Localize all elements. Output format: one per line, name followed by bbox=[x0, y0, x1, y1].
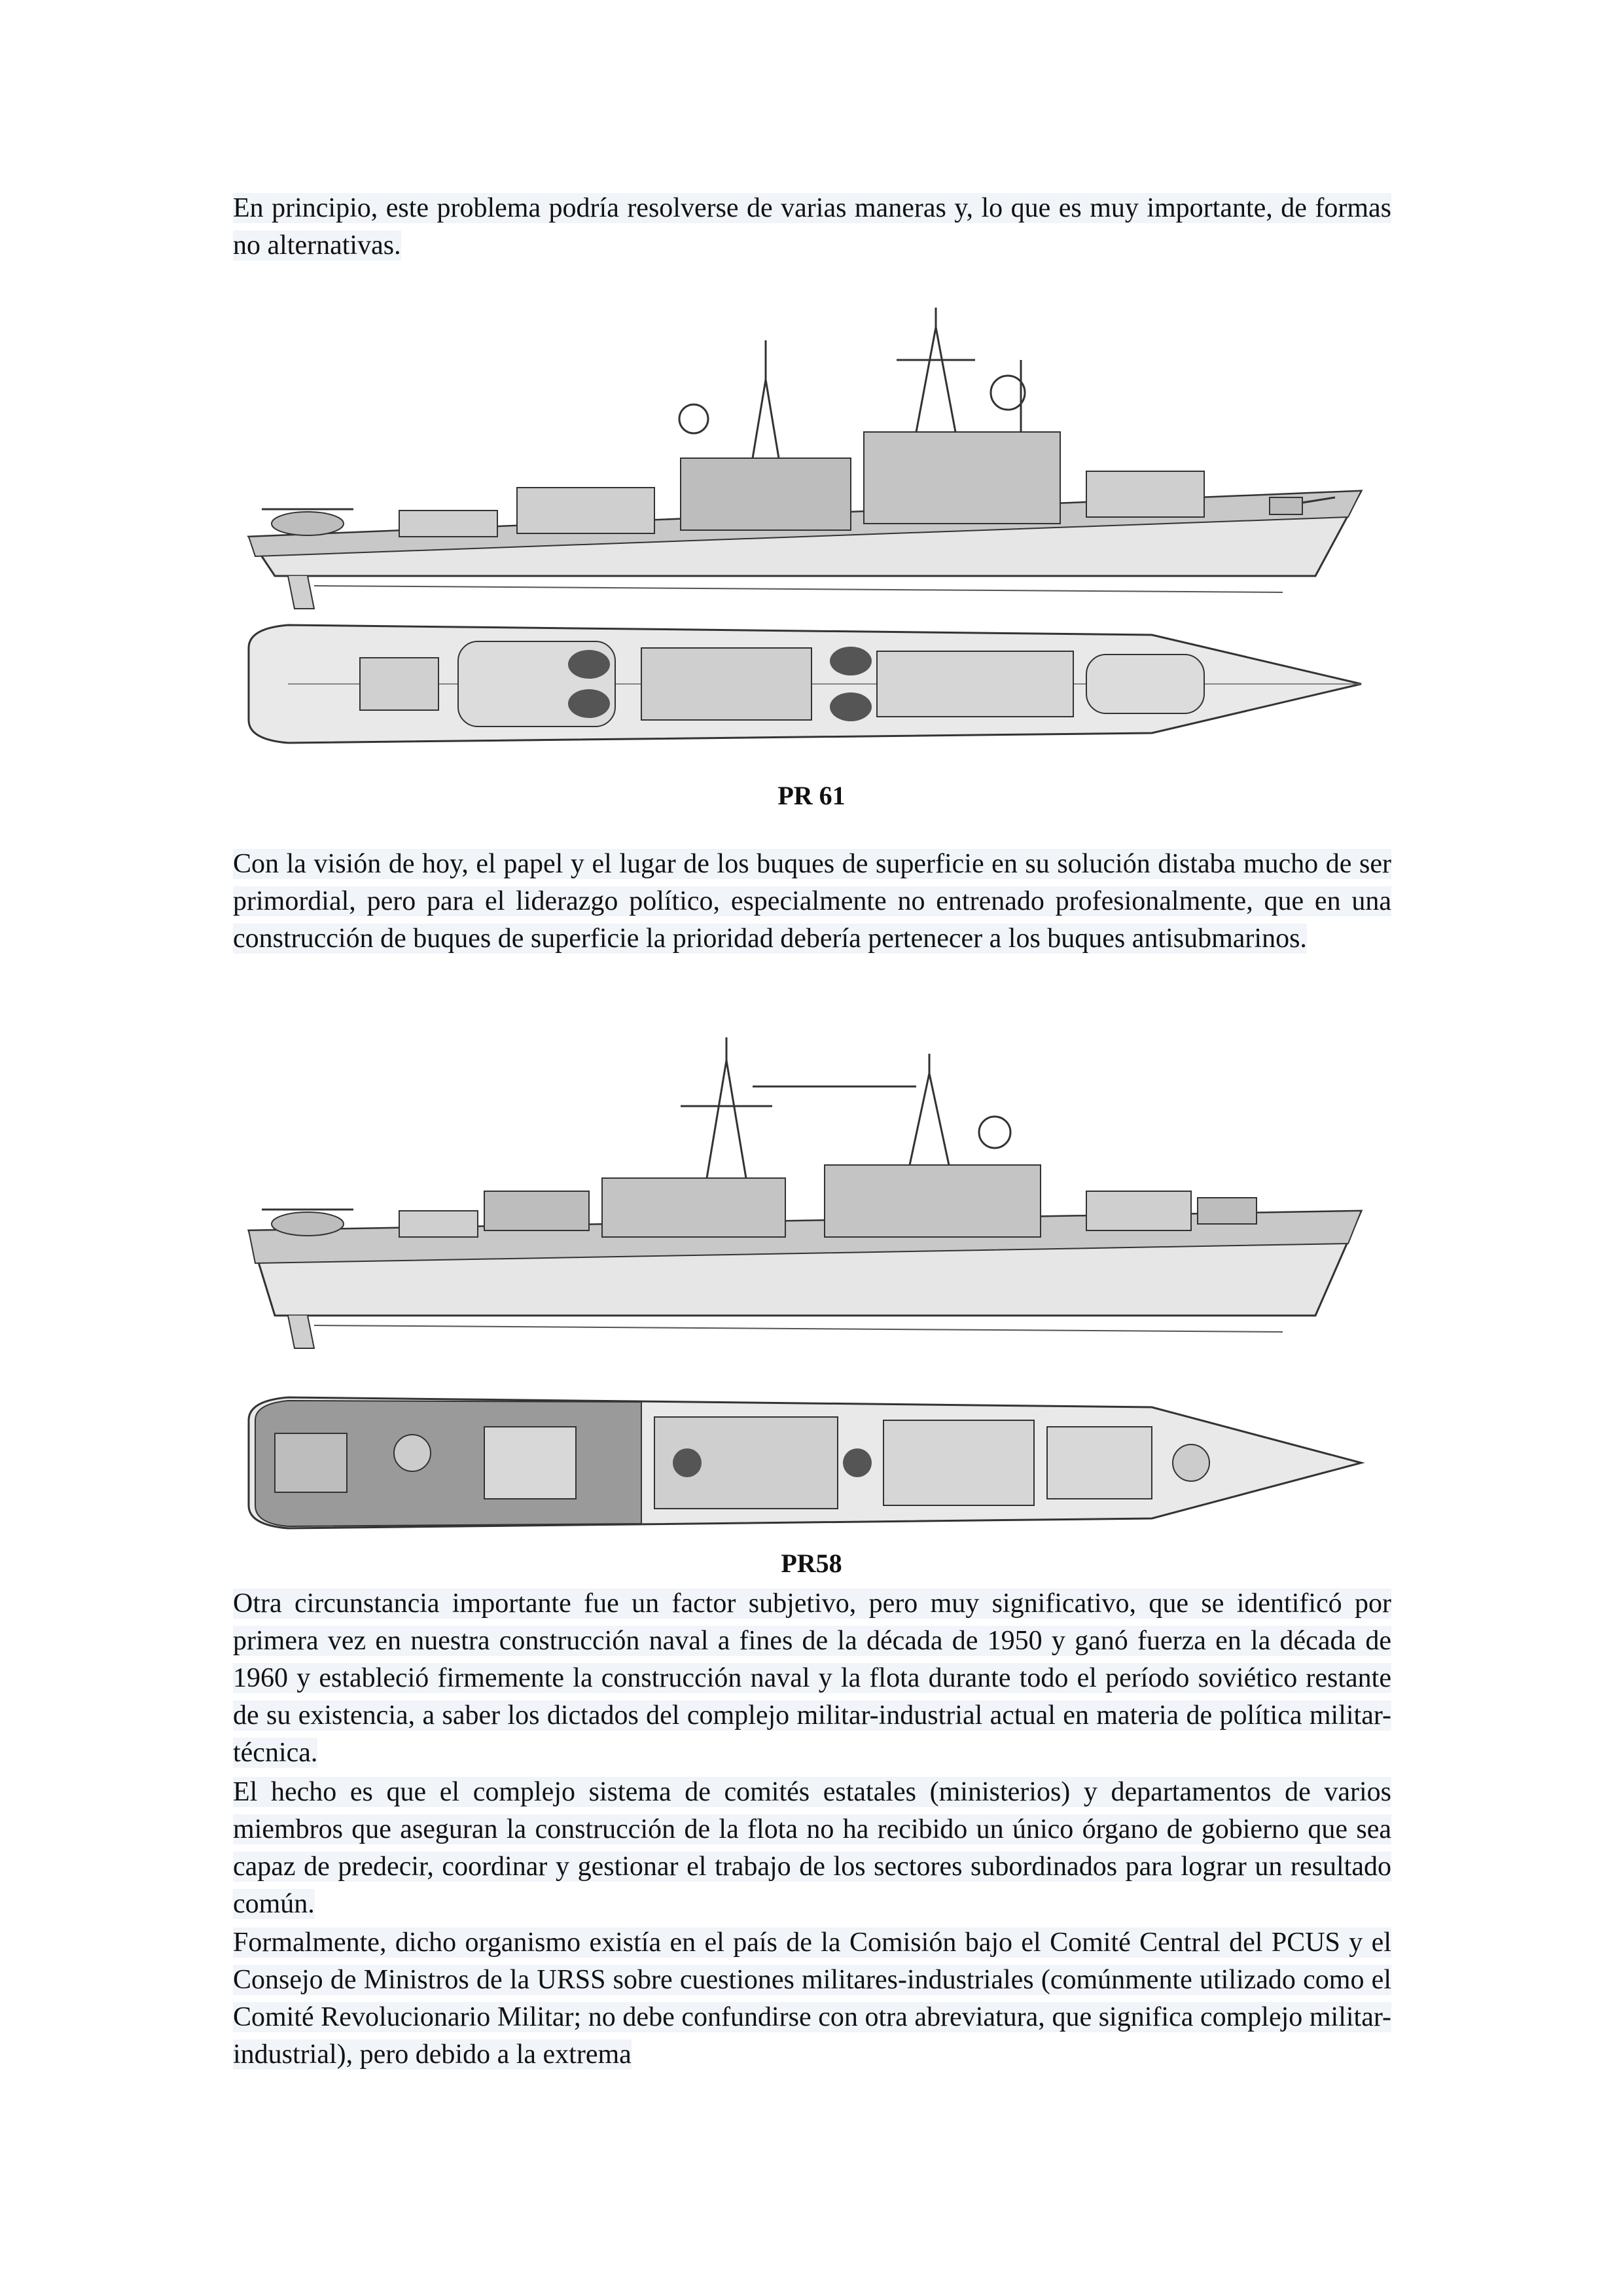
paragraph-intro bbox=[233, 190, 1391, 264]
figure-pr58-drawing bbox=[236, 1034, 1387, 1545]
paragraph-intro-text: En principio, este problema podría resolverse de varias maneras y, lo que es muy importante, de formas no alternativas. bbox=[233, 193, 1391, 260]
paragraph-circumstance bbox=[233, 1585, 1391, 1772]
paragraph-formally-text: Formalmente, dicho organismo existía en el país de la Comisión bajo el Comité Central del PCUS y el Consejo de Ministros de la URSS sobre cuestiones militares-industriales (comúnmente utilizado como el Comité Revolucionario Militar; no debe confundirse con otra abreviatura, que significa complejo militar-industrial), pero debido a la extrema bbox=[233, 1928, 1391, 2070]
figure-pr61-drawing bbox=[236, 301, 1387, 779]
paragraph-formally bbox=[233, 1924, 1391, 2073]
ship-pr61-illustration bbox=[236, 301, 1387, 779]
paragraph-vision bbox=[233, 846, 1391, 958]
figure-pr58-caption: PR58 bbox=[781, 1549, 842, 1578]
paragraph-committees-text: El hecho es que el complejo sistema de comités estatales (ministerios) y departamentos de varios miembros que aseguran la construcción de la flota no ha recibido un único órgano de gobierno que sea capaz de predecir, coordinar y gestionar el trabajo de los sectores subordinados para lograr un resultado común. bbox=[233, 1777, 1391, 1919]
paragraph-committees bbox=[233, 1774, 1391, 1923]
paragraph-circumstance-text: Otra circunstancia importante fue un factor subjetivo, pero muy significativo, que se identificó por primera vez en nuestra construcción naval a fines de la década de 1950 y ganó fuerza en la década de 1960 y estableció firmemente la construcción naval y la flota durante todo el período soviético restante de su existencia, a saber los dictados del complejo militar-industrial actual en materia de política militar-técnica. bbox=[233, 1588, 1391, 1768]
paragraph-vision-text: Con la visión de hoy, el papel y el lugar de los buques de superficie en su solución distaba mucho de ser primordial, pero para el liderazgo político, especialmente no entrenado profesionalmente, que en una construcción de buques de superficie la prioridad debería pertenecer a los buques antisubmarinos. bbox=[233, 849, 1391, 954]
ship-pr58-illustration bbox=[236, 1034, 1387, 1545]
figure-pr61-caption: PR 61 bbox=[777, 781, 846, 810]
